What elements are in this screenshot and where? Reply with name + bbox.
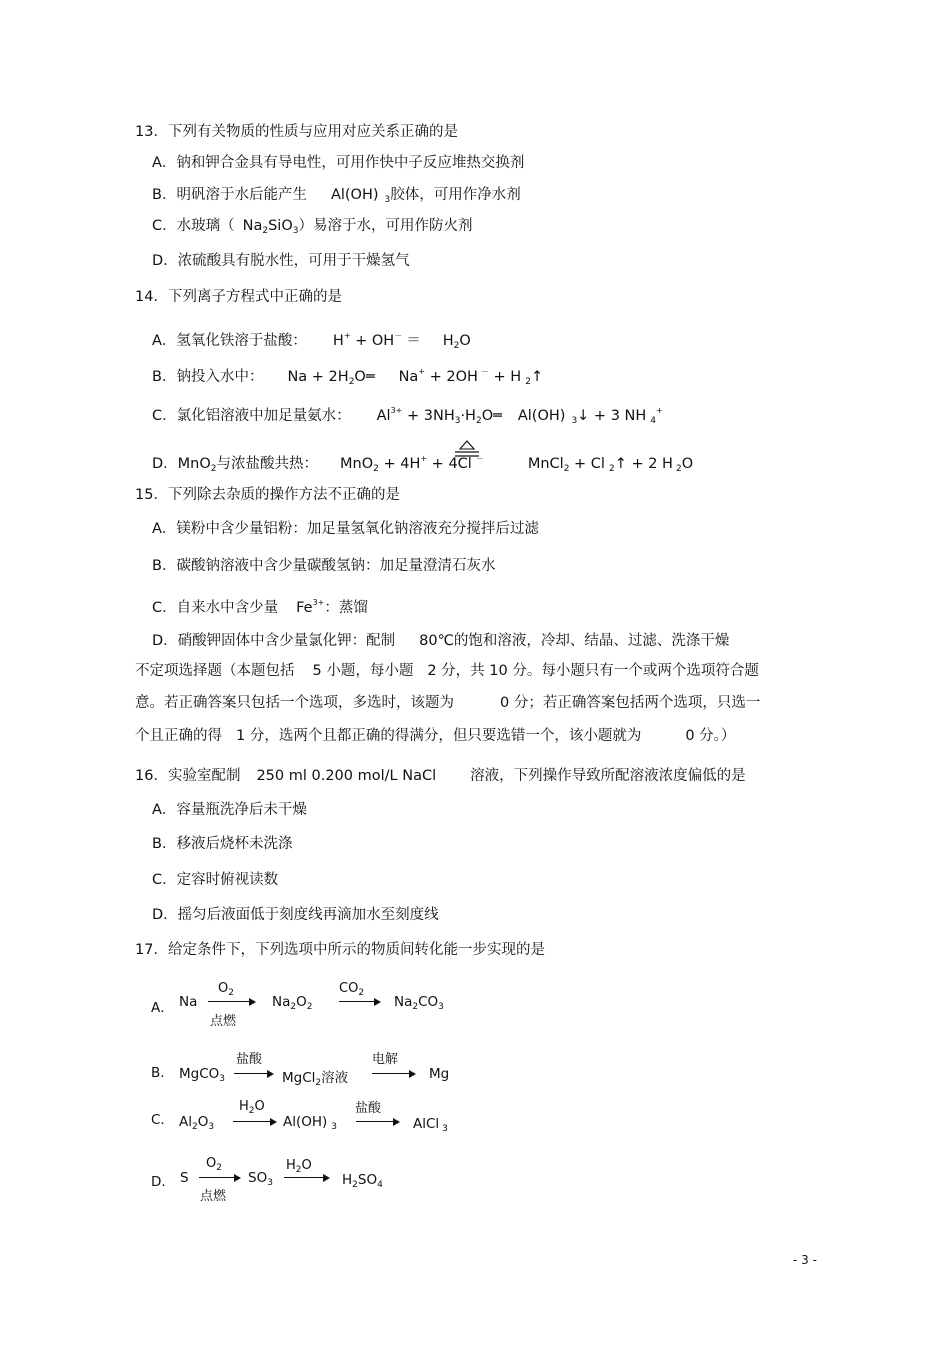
q14-b-f3: Na [398,369,419,385]
q17-c-s2-sub: 3 [331,1122,338,1132]
q17-d-s3-a: H [342,1172,353,1188]
q17-a-cond-1-top [218,981,234,998]
q17-d-cond-1-bottom: 点燃 [200,1189,227,1204]
q14-b-sup2: － [480,367,489,376]
q17-b-species-3: Mg [429,1066,450,1082]
q17-d-species-2 [248,1170,273,1188]
q14-c-sup2: + [656,406,663,415]
q14-d-f7: O [681,456,694,472]
q13-option-c [152,217,472,240]
q16-stem-b: 250 ml 0.200 mol/L NaCl [256,768,437,784]
q14-d-sub3: 2 [608,464,615,474]
q13-option-d: D．浓硫酸具有脱水性，可用于干燥氢气 [152,253,410,269]
q17-b-s1-sub: 3 [219,1074,226,1084]
q13-c-formula-1: Na [242,218,263,234]
q17-c-arrow-2 [356,1121,398,1122]
page-number: - 3 - [793,1253,817,1267]
q17-d-c2-top-a: H [286,1158,296,1173]
q14-a-sup2: － [394,331,403,340]
q17-a-species-1: Na [179,994,198,1010]
q17-a-arrow-2 [339,1001,379,1002]
section-l3-a: 个且正确的得 [135,728,222,744]
q17-d-c2-top-b: O [301,1158,312,1173]
q14-d-sub1: 2 [373,464,379,474]
q14-c-pre: C．氯化铝溶液中加足量氨水： [152,408,351,424]
q15-option-d [152,632,729,650]
q14-b-sup1: + [418,367,426,376]
q14-c-sub3: 3 [571,416,578,426]
q15-c-sup1: 3+ [312,598,325,607]
q17-a-s2-sub2: 2 [306,1002,313,1012]
q17-a-c2-top: CO [339,981,359,996]
q17-c-s2-a: Al(OH) [283,1114,328,1130]
q17-a-s3-sub1: 2 [412,1002,419,1012]
q17-b-s2-a: MgCl [282,1070,316,1086]
q14-c-f6: ↓ + 3 NH [577,408,647,424]
q13-c-pre: C．水玻璃（ [152,218,235,234]
q14-a-f5: O [459,333,471,349]
q14-c-f2: + 3NH [402,408,455,424]
q14-a-f1: H [332,333,344,349]
q17-d-arrow-2 [284,1177,328,1178]
q17-c-c1-top-b: O [254,1099,265,1114]
q17-d-arrow-1 [199,1177,239,1178]
q17-d-species-1: S [180,1170,189,1186]
q14-b-sub1: 2 [348,377,355,387]
q14-a-pre: A．氢氧化铁溶于盐酸： [152,333,307,349]
q16-option-a: A．容量瓶洗净后未干燥 [152,802,307,818]
q14-c-sub2: 2 [475,416,482,426]
q15-option-c [152,594,368,617]
q17-c-species-1 [179,1114,214,1132]
q17-b-cond-1-top: 盐酸 [236,1052,263,1067]
q14-a-f3: ＝ [406,333,421,349]
q17-d-s2-sub: 3 [267,1178,273,1188]
q17-d-cond-1-top [206,1156,222,1173]
q14-b-sub2: 2 [525,377,531,387]
q17-c-cond-1-top [239,1099,265,1116]
q17-a-s2-b: O [296,994,307,1010]
q17-a-label: A． [151,1000,174,1016]
q17-b-cond-2-top: 电解 [372,1052,399,1067]
section-l1-b: 5 小题，每小题 [312,663,414,679]
q17-c-s3-a: AlCl [413,1116,440,1132]
q14-c-f5: Al(OH) [517,408,566,424]
q13-b-post: 胶体，可用作净水剂 [390,187,521,203]
q14-b-f4: + 2OH [425,369,478,385]
section-l1-c: 2 分，共 10 分。每小题只有一个或两个选项符合题 [427,663,759,679]
q17-c-c1-top-a: H [239,1099,249,1114]
q17-d-cond-2-top [286,1158,312,1175]
q14-d-sup2: － [475,454,484,463]
q17-b-arrow-2 [372,1073,414,1074]
section-l2-a: 意。若正确答案只包括一个选项，多选时，该题为 [135,695,454,711]
q13-stem: 13．下列有关物质的性质与应用对应关系正确的是 [135,124,458,140]
q13-c-post: ）易溶于水，可用作防火剂 [298,218,473,234]
q14-d-sub0: 2 [210,464,217,474]
q17-a-s2-sub1: 2 [290,1002,297,1012]
q14-d-pre: D．MnO [152,456,211,472]
q14-c-sub4: 4 [650,416,657,426]
q13-option-b [152,186,521,209]
q17-d-label: D． [151,1174,175,1190]
q16-stem-c: 溶液，下列操作导致所配溶液浓度偏低的是 [470,768,746,784]
q17-b-s2-sub: 2 [315,1078,322,1088]
q16-option-d: D．摇匀后液面低于刻度线再滴加水至刻度线 [152,907,439,923]
q17-d-c1-top: O [206,1156,217,1171]
q13-b-sub: 3 [384,195,391,205]
q17-stem: 17．给定条件下，下列选项中所示的物质间转化能一步实现的是 [135,942,545,958]
q14-b-f5: + H [488,369,522,385]
q14-d-sub2: 2 [563,464,570,474]
q17-a-s2-a: Na [272,994,291,1010]
section-instruction-line-2 [135,694,760,712]
q14-option-b [152,363,543,391]
q15-c-post: ：蒸馏 [324,600,368,616]
q14-a-sup1: + [343,331,351,340]
q14-b-f2: O═ [354,369,375,385]
q14-c-sup1: 3+ [390,406,403,415]
q14-option-a [152,327,471,355]
section-instruction-line-1 [135,662,759,680]
q14-d-f3: + 4Cl [427,456,472,472]
q17-d-species-3 [342,1172,383,1190]
q16-stem [135,767,746,785]
q14-b-f1: Na + 2H [287,369,349,385]
q17-b-species-2 [282,1066,348,1088]
q17-a-c1-top-sub: 2 [228,988,234,998]
q17-c-s3-sub: 3 [442,1124,448,1134]
section-l1-a: 不定项选择题（本题包括 [135,663,295,679]
q16-option-b: B．移液后烧杯未洗涤 [152,836,293,852]
q17-b-s2-post: 溶液 [321,1070,349,1086]
q13-b-formula: Al(OH) [330,187,379,203]
section-l3-c: 0 分。） [685,728,736,744]
q17-c-arrow-1 [233,1121,275,1122]
q15-c-pre: C．自来水中含少量 [152,600,279,616]
q17-a-species-3 [394,994,444,1012]
q17-a-cond-1-bottom: 点燃 [210,1014,237,1029]
q15-d-pre: D．硝酸钾固体中含少量氯化钾：配制 [152,633,396,649]
q17-c-label: C． [151,1112,174,1128]
q17-a-cond-2-top [339,981,364,998]
q17-c-species-3 [413,1116,448,1134]
q17-a-arrow-1 [208,1001,254,1002]
q13-c-sub-1: 2 [262,226,269,236]
q14-d-f4: MnCl [527,456,564,472]
section-l3-b: 1 分，选两个且都正确的得满分，但只要选错一个，该小题就为 [236,728,642,744]
q17-b-species-1 [179,1066,225,1084]
q14-a-f4: H [442,333,454,349]
q14-d-f6: ↑ + 2 H [614,456,673,472]
q14-d-f5: + Cl [569,456,605,472]
q17-a-s3-sub2: 3 [438,1002,444,1012]
q13-c-sub-2: 3 [292,226,299,236]
q15-stem: 15．下列除去杂质的操作方法不正确的是 [135,487,400,503]
q14-d-sup1: + [420,454,428,463]
q17-a-species-2 [272,994,312,1012]
q14-option-d [152,450,693,478]
q14-c-sub1: 3 [454,416,461,426]
q14-d-mid: 与浓盐酸共热： [216,456,319,472]
q17-a-s3-b: CO [418,994,439,1010]
q15-c-f1: Fe [296,600,313,616]
q17-b-arrow-1 [234,1073,272,1074]
q14-option-c [152,402,663,430]
q17-a-c2-top-sub: 2 [358,988,365,998]
q14-a-f2: + OH [350,333,395,349]
q13-option-a: A．钠和钾合金具有导电性，可用作快中子反应堆热交换剂 [152,155,525,171]
q17-d-c2-top-sub: 2 [295,1165,302,1175]
q17-c-cond-2-top: 盐酸 [355,1101,382,1116]
section-instruction-line-3 [135,727,735,745]
q17-c-s1-sub1: 2 [192,1122,198,1132]
q17-a-s3-a: Na [394,994,413,1010]
section-l2-b: 0 分；若正确答案包括两个选项，只选一 [500,695,761,711]
q17-d-s3-sub1: 2 [352,1180,358,1190]
q14-d-f2: + 4H [378,456,421,472]
q17-b-s1-a: MgCO [179,1066,220,1082]
q17-d-c1-top-sub: 2 [216,1163,222,1173]
q17-d-s3-b: SO [357,1172,378,1188]
q14-c-f3: ·H [460,408,476,424]
q15-option-b: B．碳酸钠溶液中含少量碳酸氢钠：加足量澄清石灰水 [152,558,496,574]
q14-c-f1: Al [376,408,391,424]
q17-d-s2-a: SO [248,1170,268,1186]
q14-b-f6: ↑ [530,369,544,385]
q17-d-s3-sub2: 4 [377,1180,383,1190]
q17-b-label: B． [151,1065,174,1081]
q17-a-c1-top: O [218,981,229,996]
q16-stem-a: 16．实验室配制 [135,768,241,784]
q14-d-f1: MnO [340,456,374,472]
q15-d-post: 80℃的饱和溶液，冷却、结晶、过滤、洗涤干燥 [419,633,730,649]
q17-c-s1-b: O [197,1114,209,1130]
q13-c-formula-2: SiO [268,218,293,234]
q13-b-pre: B．明矾溶于水后能产生 [152,187,307,203]
heat-equals-icon [454,440,480,462]
q15-option-a: A．镁粉中含少量铝粉：加足量氢氧化钠溶液充分搅拌后过滤 [152,521,539,537]
q14-d-sub4: 2 [675,464,682,474]
q14-c-f4: O═ [481,408,502,424]
q17-c-species-2 [283,1114,337,1132]
q16-option-c: C．定容时俯视读数 [152,872,279,888]
q14-b-pre: B．钠投入水中： [152,369,264,385]
q17-c-c1-top-sub: 2 [248,1106,255,1116]
q17-c-s1-a: Al [179,1114,192,1130]
q17-c-s1-sub2: 3 [208,1122,215,1132]
q14-stem: 14．下列离子方程式中正确的是 [135,289,342,305]
q14-a-sub1: 2 [453,341,460,351]
